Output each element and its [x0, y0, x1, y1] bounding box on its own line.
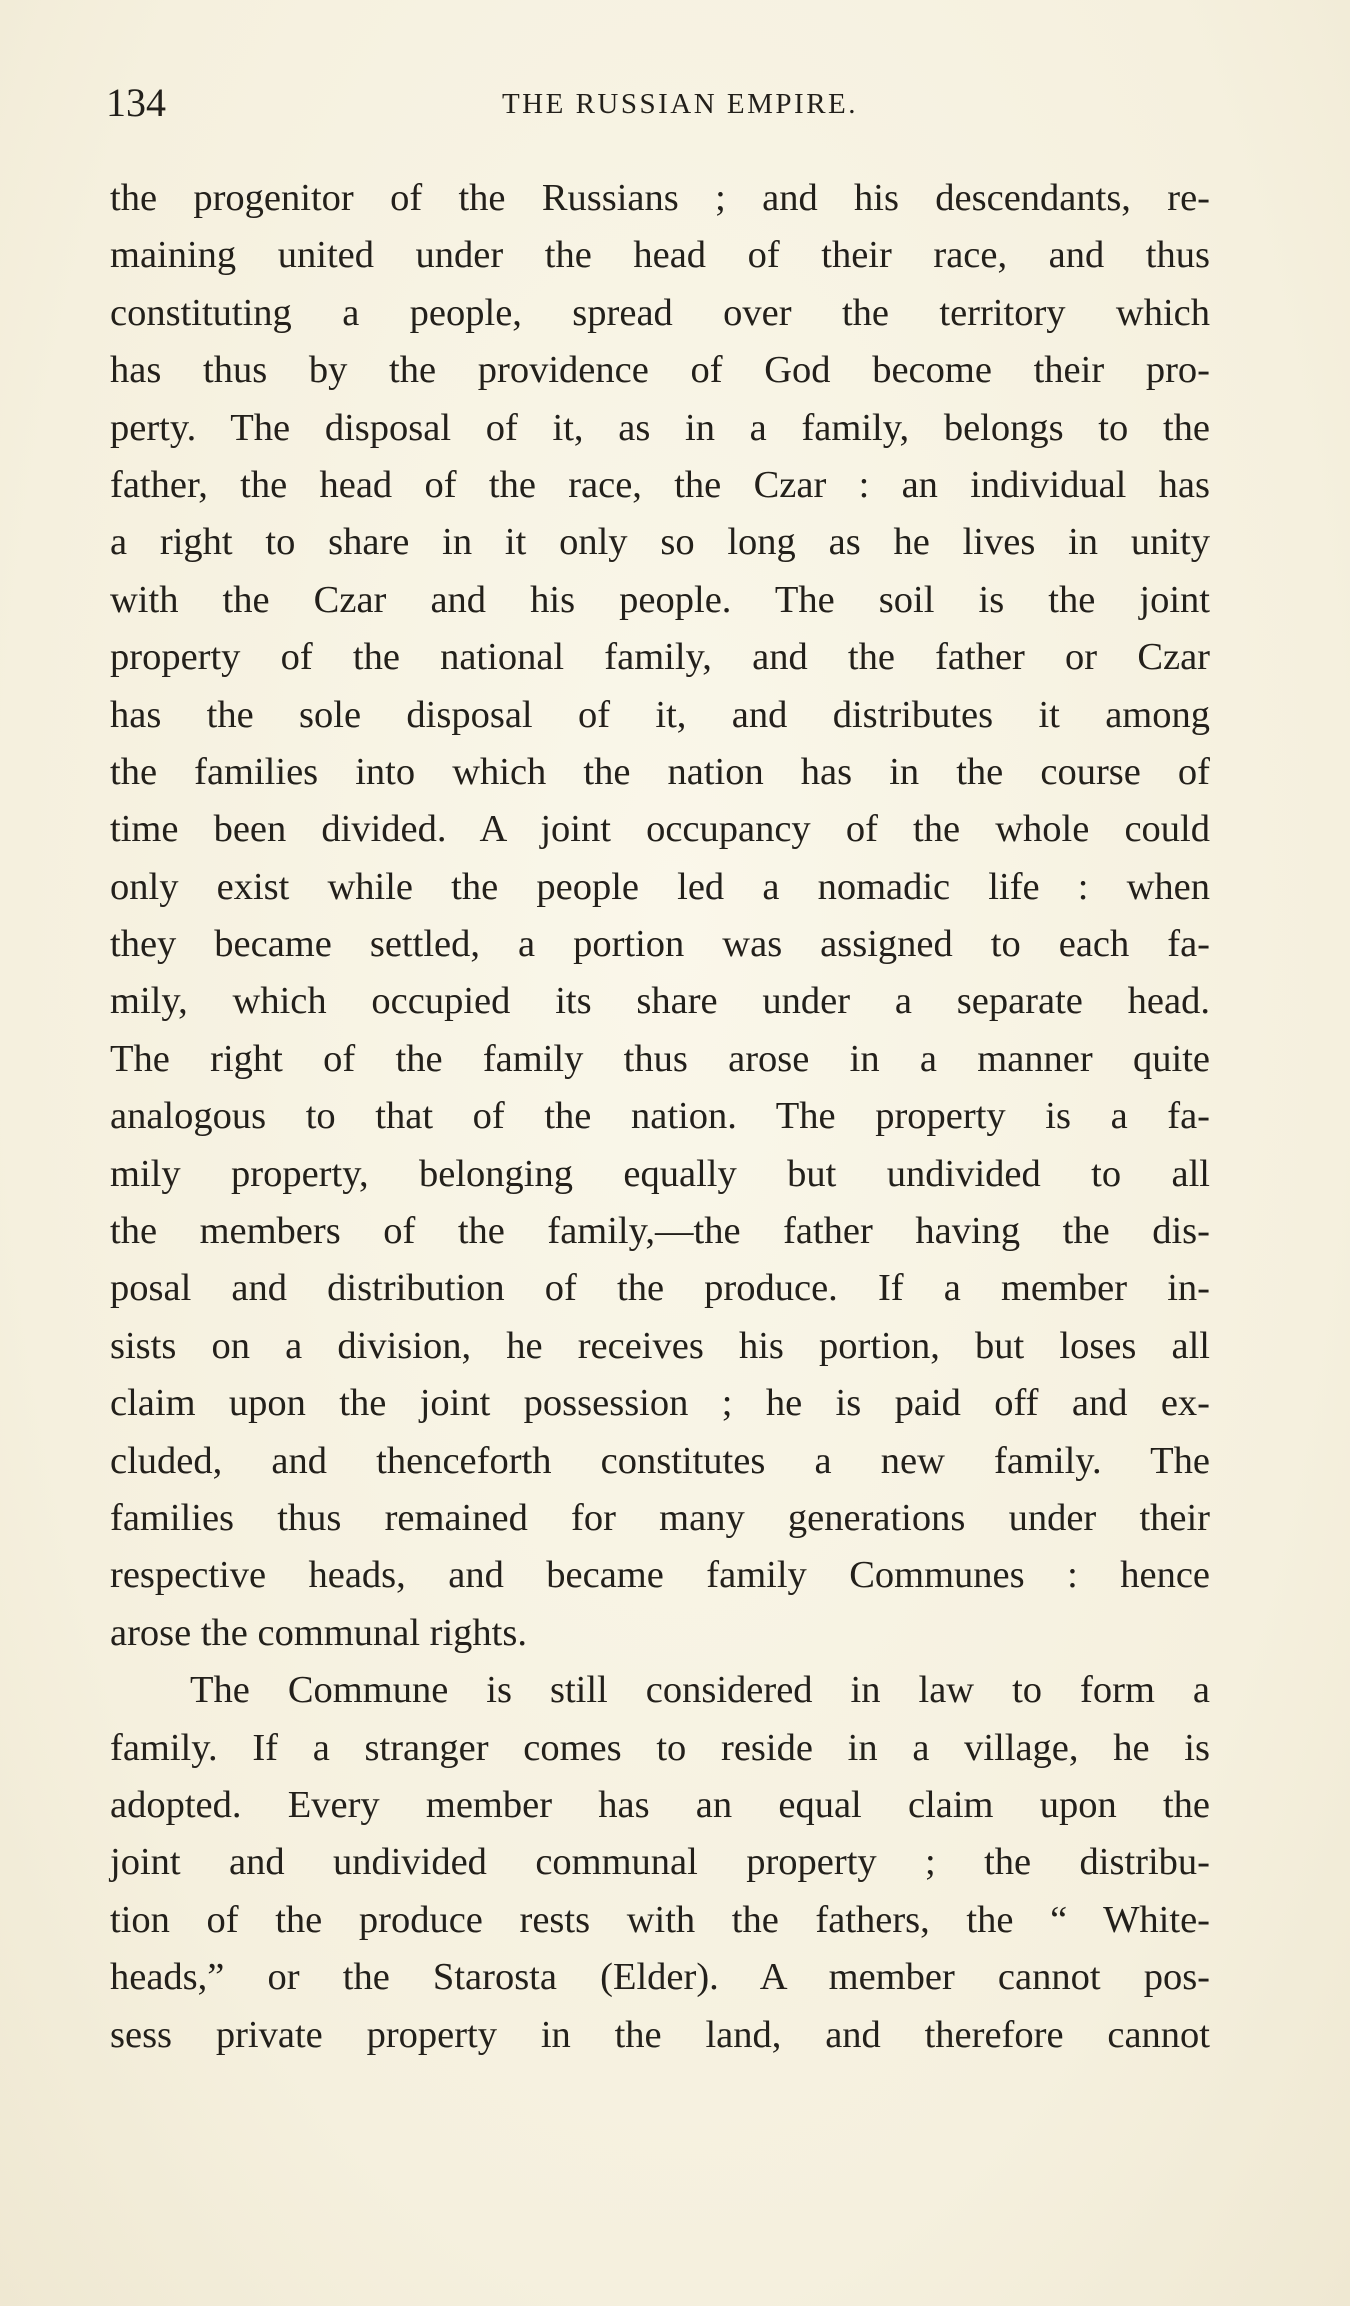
text-line: mily, which occupied its share under a separate head.: [110, 980, 1210, 1023]
text-line: they became settled, a portion was assigned to each fa-: [110, 923, 1210, 966]
text-line: perty. The disposal of it, as in a family, belongs to the: [110, 406, 1210, 449]
text-line: cluded, and thenceforth constitutes a new family. The: [110, 1439, 1210, 1482]
body-text: [110, 170, 1210, 2064]
text-line: the families into which the nation has in the course of: [110, 750, 1210, 793]
text-line: arose the communal rights.: [110, 1611, 527, 1654]
running-title: THE RUSSIAN EMPIRE.: [501, 88, 859, 120]
text-line: the members of the family,—the father having the dis-: [110, 1210, 1210, 1253]
text-line: property of the national family, and the father or Czar: [110, 636, 1210, 679]
text-line: constituting a people, spread over the territory which: [110, 291, 1210, 334]
page-number: 134: [106, 80, 166, 125]
text-line: families thus remained for many generations under their: [110, 1496, 1210, 1539]
text-line: a right to share in it only so long as he lives in unity: [110, 521, 1210, 564]
text-line: father, the head of the race, the Czar : an individual has: [110, 463, 1210, 506]
text-line: maining united under the head of their race, and thus: [110, 234, 1210, 277]
text-line: posal and distribution of the produce. If a member in-: [110, 1267, 1210, 1310]
text-line: respective heads, and became family Communes : hence: [110, 1554, 1210, 1597]
text-line: claim upon the joint possession ; he is paid off and ex-: [110, 1382, 1210, 1425]
paragraph-start-line: The Commune is still considered in law to form a: [190, 1669, 1210, 1712]
text-line: tion of the produce rests with the fathers, the “ White-: [110, 1898, 1210, 1941]
text-line: The right of the family thus arose in a manner quite: [110, 1037, 1210, 1080]
text-line: family. If a stranger comes to reside in a village, he is: [110, 1726, 1210, 1769]
running-head: [106, 78, 1214, 128]
text-line: sists on a division, he receives his portion, but loses all: [110, 1324, 1210, 1367]
text-line: heads,” or the Starosta (Elder). A member cannot pos-: [110, 1956, 1210, 1999]
text-line: only exist while the people led a nomadic life : when: [110, 865, 1210, 908]
text-line: analogous to that of the nation. The property is a fa-: [110, 1095, 1210, 1138]
text-line: mily property, belonging equally but undivided to all: [110, 1152, 1210, 1195]
text-line: has the sole disposal of it, and distributes it among: [110, 693, 1210, 736]
text-line: with the Czar and his people. The soil is the joint: [110, 578, 1210, 621]
text-line: the progenitor of the Russians ; and his descendants, re-: [110, 177, 1210, 219]
text-line: time been divided. A joint occupancy of the whole could: [110, 808, 1210, 851]
text-line: sess private property in the land, and therefore cannot: [110, 2013, 1210, 2056]
text-line: has thus by the providence of God become their pro-: [110, 349, 1210, 392]
text-line: adopted. Every member has an equal claim upon the: [110, 1783, 1210, 1826]
text-line: joint and undivided communal property ; the distribu-: [110, 1841, 1210, 1884]
